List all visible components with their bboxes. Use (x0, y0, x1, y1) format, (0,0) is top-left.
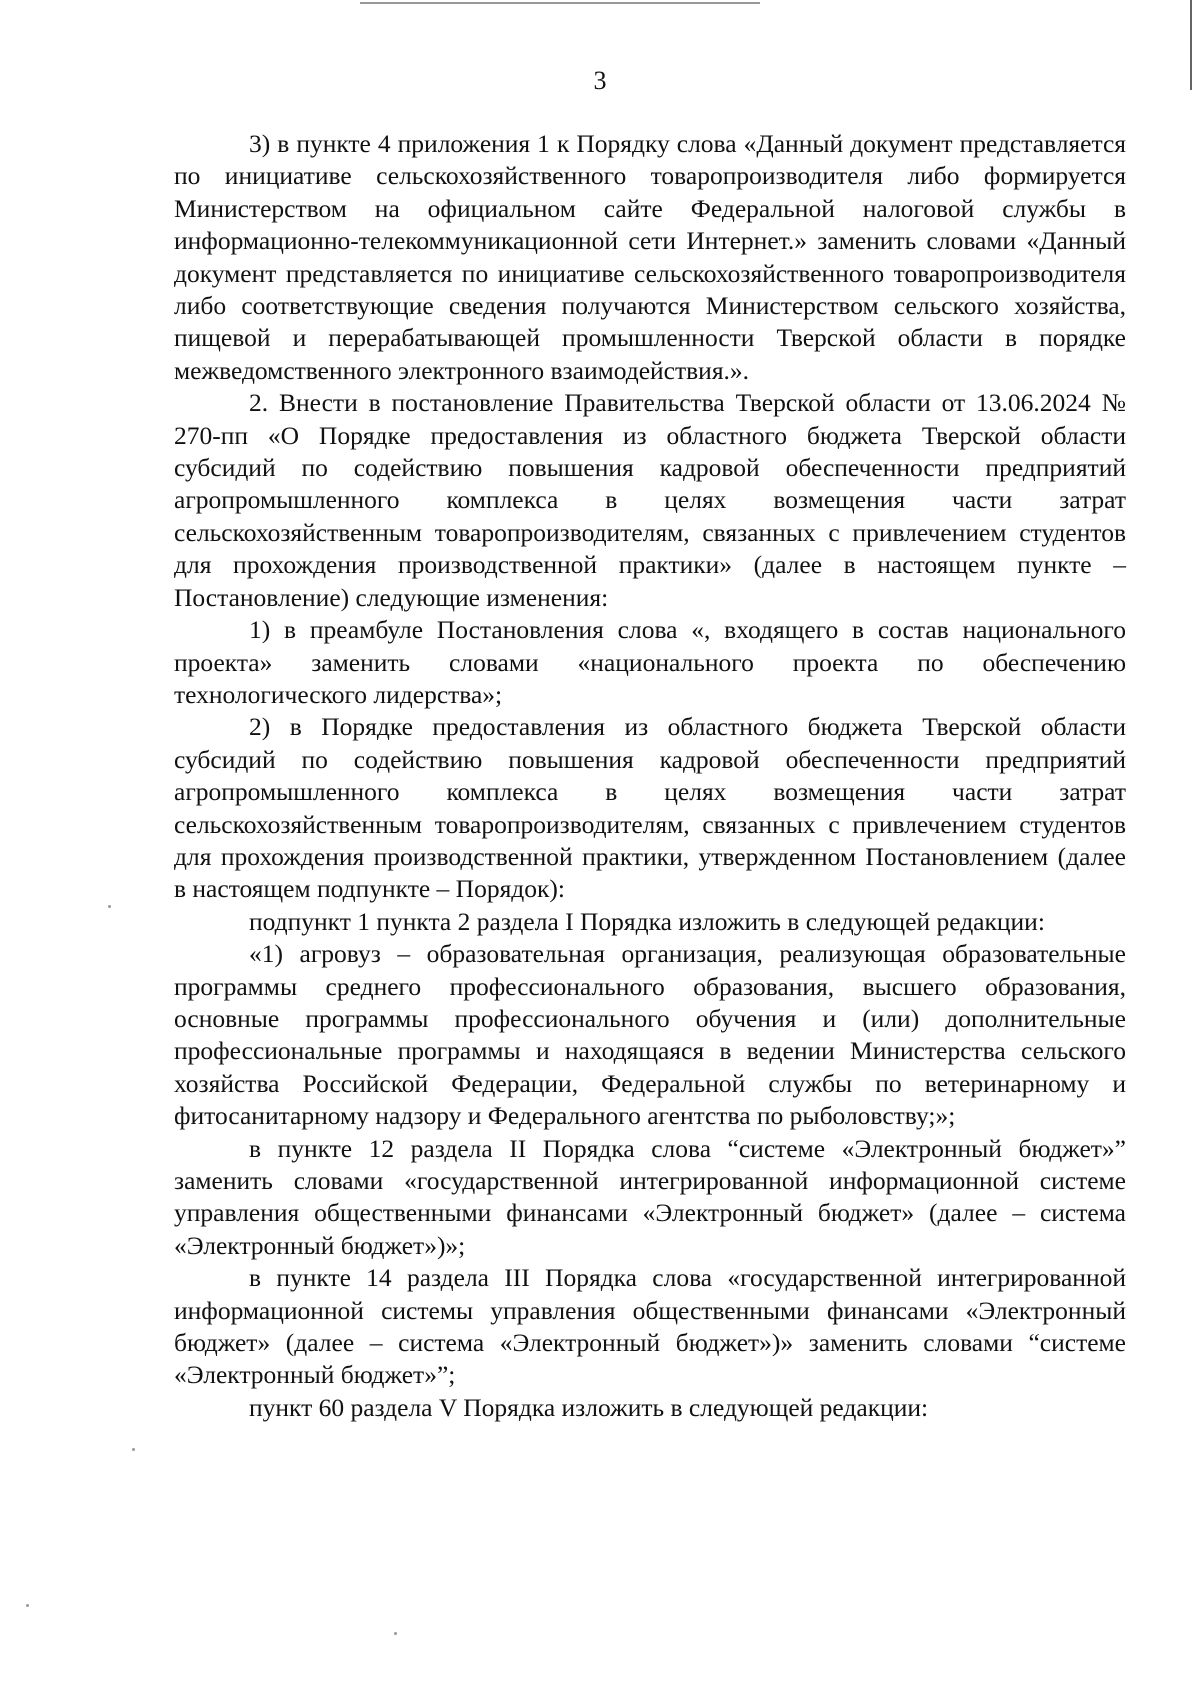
scan-speck (394, 1632, 397, 1635)
scan-speck (132, 1448, 135, 1451)
paragraph-subitem-2-procedure: 2) в Порядке предоставления из областного бюджета Тверской области субсидий по содействию повышения кадровой обеспеченности предприятий агропромышленного комплекса в целях возмещения части затрат сельскохозяйственным товаропроизводителям, связанных с привлечением студентов для прохождения производственной практики, утвержденном Постановлением (далее в настоящем подпункте – Порядок): (174, 712, 1126, 904)
document-body (174, 128, 1126, 1424)
paragraph-subitem-1-preamble: 1) в преамбуле Постановления слова «, входящего в состав национального проекта» заменить словами «национального проекта по обеспечению технологического лидерства»; (174, 615, 1126, 709)
paragraph-point-14: в пункте 14 раздела III Порядка слова «государственной интегрированной информационной системы управления общественными финансами «Электронный бюджет» (далее – система «Электронный бюджет»)» заменить словами “системе «Электронный бюджет»”; (174, 1263, 1126, 1390)
paragraph-item-2: 2. Внести в постановление Правительства Тверской области от 13.06.2024 № 270-пп «О Порядке предоставления из областного бюджета Тверской области субсидий по содействию повышения кадровой обеспеченности предприятий агропромышленного комплекса в целях возмещения части затрат сельскохозяйственным товаропроизводителям, связанных с привлечением студентов для прохождения производственной практики» (далее в настоящем пункте – Постановление) следующие изменения: (174, 388, 1126, 612)
scan-artifact-top-line (360, 2, 760, 4)
paragraph-agrovuz-definition: «1) агровуз – образовательная организация, реализующая образовательные программы среднего профессионального образования, высшего образования, основные программы профессионального обучения и (или) дополнительные профессиональные программы и находящаяся в ведении Министерства сельского хозяйства Российской Федерации, Федеральной службы по ветеринарному и фитосанитарному надзору и Федерального агентства по рыболовству;»; (174, 939, 1126, 1131)
page-number: 3 (593, 66, 607, 95)
paragraph-point-12: в пункте 12 раздела II Порядка слова “системе «Электронный бюджет»” заменить словами «государственной интегрированной информационной системе управления общественными финансами «Электронный бюджет» (далее – система «Электронный бюджет»)»; (174, 1133, 1126, 1260)
scan-speck (26, 1604, 29, 1607)
scan-speck (108, 905, 111, 908)
paragraph-amendment-3: 3) в пункте 4 приложения 1 к Порядку слова «Данный документ представляется по инициативе сельскохозяйственного товаропроизводителя либо формируется Министерством на официальном сайте Федеральной налоговой службы в информационно-телекоммуникационной сети Интернет.» заменить словами «Данный документ представляется по инициативе сельскохозяйственного товаропроизводителя либо соответствующие сведения получаются Министерством сельского хозяйства, пищевой и перерабатывающей промышленности Тверской области в порядке межведомственного электронного взаимодействия.». (174, 129, 1126, 385)
paragraph-subpoint-1-point-2: подпункт 1 пункта 2 раздела I Порядка изложить в следующей редакции: (249, 906, 1045, 936)
paragraph-point-60: пункт 60 раздела V Порядка изложить в следующей редакции: (249, 1392, 929, 1422)
